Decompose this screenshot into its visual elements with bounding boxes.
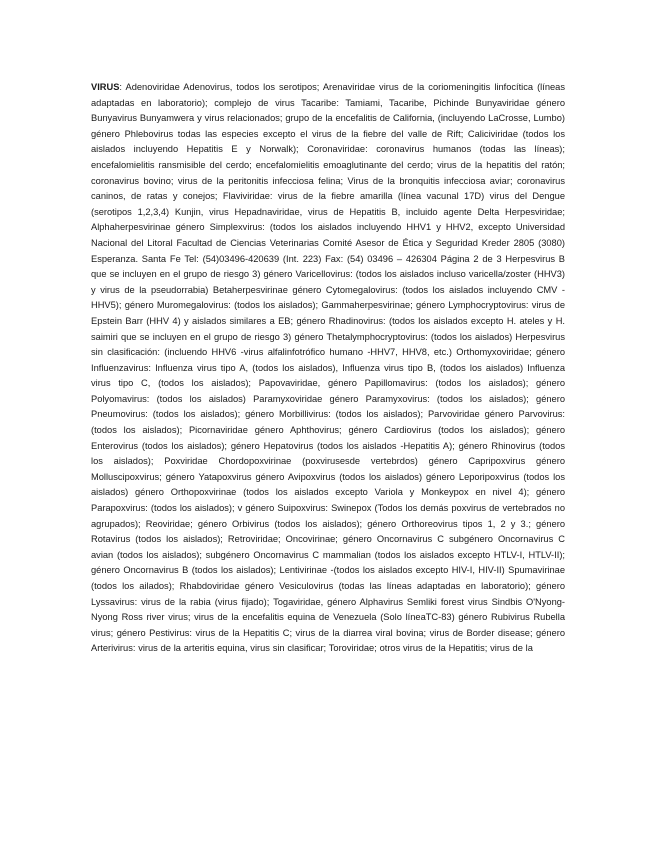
body-paragraph bbox=[91, 80, 565, 657]
virus-list-paragraph bbox=[91, 80, 565, 657]
section-lead-label: VIRUS bbox=[91, 82, 120, 92]
paragraph-text: : Adenoviridae Adenovirus, todos los serotipos; Arenaviridae virus de la coriomeningitis linfocítica (líneas adaptadas en laboratorio); complejo de virus Tacaribe: Tamiami, Tacaribe, Pichinde Bunyaviridae género Bunyavirus Bunyamwera y virus relacionados; grupo de la encefalitis de California, (incluyendo LaCrosse, Lumbo) género Phlebovirus todas las especies excepto el virus de la fiebre del valle de Rift; Caliciviridae (todos los aislados incluyendo Hepatitis E y Norwalk); Coronaviridae: coronavirus humanos (todas las líneas); encefalomielitis ransmisible del cerdo; encefalomielitis emoaglutinante del cerdo; virus de la hepatitis del ratón; coronavirus bovino; virus de la peritonitis infecciosa felina; Virus de la bronquitis infecciosa aviar; coronavirus caninos, de ratas y conejos; Flaviviridae: virus de la fiebre amarilla (línea vacunal 17D) virus del Dengue (serotipos 1,2,3,4) Kunjin, virus Hepadnaviridae, virus de Hepatitis B, incluido agente Delta Herpesviridae; Alphaherpesvirinae género Simplexvirus: (todos los aislados incluyendo HHV1 y HHV2, excepto Universidad Nacional del Litoral Facultad de Ciencias Veterinarias Comité Asesor de Ética y Seguridad Kreder 2805 (3080) Esperanza. Santa Fe Tel: (54)03496-420639 (Int. 223) Fax: (54) 03496 – 426304 Página 2 de 3 Herpesvirus B que se incluyen en el grupo de riesgo 3) género Varicellovirus: (todos los aislados incluso varicella/zoster (HHV3) y virus de la pseudorrabia) Betaherpesvirinae género Cytomegalovirus: (todos los aislados incluyendo CMV -HHV5); género Muromegalovirus: (todos los aislados); Gammaherpesvirinae; género Lymphocryptovirus: virus de Epstein Barr (HHV 4) y aislados similares a EB; género Rhadinovirus: (todos los aislados excepto H. ateles y H. saimiri que se incluyen en el grupo de riesgo 3) género Thetalymphocryptovirus: (todos los aislados) Herpesvirus sin clasificación: (incluendo HHV6 -virus alfalinfotrófico humano -HHV7, HHV8, etc.) Orthomyxoviridae; género Influenzavirus: Influenza virus tipo A, (todos los aislados), Influenza virus tipo B, (todos los aislados) Influenza virus tipo C, (todos los aislados); Papovaviridae, género Papillomavirus: (todos los aislados); género Polyomavirus: (todos los aislados) Paramyxoviridae género Paramyxovirus: (todos los aislados); género Pneumovirus: (todos los aislados); género Morbillivirus: (todos los aislados); Parvoviridae género Parvovirus: (todos los aislados); Picornaviridae género Aphthovirus; género Cardiovirus (todos los aislados); género Enterovirus (todos los aislados); género Hepatovirus (todos los aislados -Hepatitis A); género Rhinovirus (todos los aislados); Poxviridae Chordopoxvirinae (poxvirusesde vertebrdos) género Capripoxvirus género Molluscipoxvirus; género Yatapoxvirus género Avipoxvirus (todos los aislados) género Leporipoxvirus (todos los aislados) género Orthopoxvirinae (todos los aislados excepto Variola y Monkeypox en nivel 4); género Parapoxvirus: (todos los aislados); v género Suipoxvirus: Swinepox (Todos los demás poxvirus de vertebrados no agrupados); Reoviridae; género Orbivirus (todos los aislados); género Orthoreovirus tipos 1, 2 y 3.; género Rotavirus (todos los aislados); Retroviridae; Oncovirinae; género Oncornavirus C subgénero Oncornavirus C avian (todos los aislados); subgénero Oncornavirus C mammalian (todos los aislados excepto HTLV-I, HTLV-II); género Oncornavirus B (todos los aislados); Lentivirinae -(todos los aislados excepto HIV-I, HIV-II) Spumavirinae (todos los ailados); Rhabdoviridae género Vesiculovirus (todas las líneas adaptadas en laboratorio); género Lyssavirus: virus de la rabia (virus fijado); Togaviridae, género Alphavirus Semliki forest virus Sindbis O'Nyong-Nyong Ross river virus; virus de la encefalitis equina de Venezuela (Solo líneaTC-83) género Rubivirus Rubella virus; género Pestivirus: virus de la Hepatitis C; virus de la diarrea viral bovina; virus de Border disease; género Arterivirus: virus de la arteritis equina, virus sin clasificar; Toroviridae; otros virus de la Hepatitis; virus de la bbox=[91, 82, 565, 654]
